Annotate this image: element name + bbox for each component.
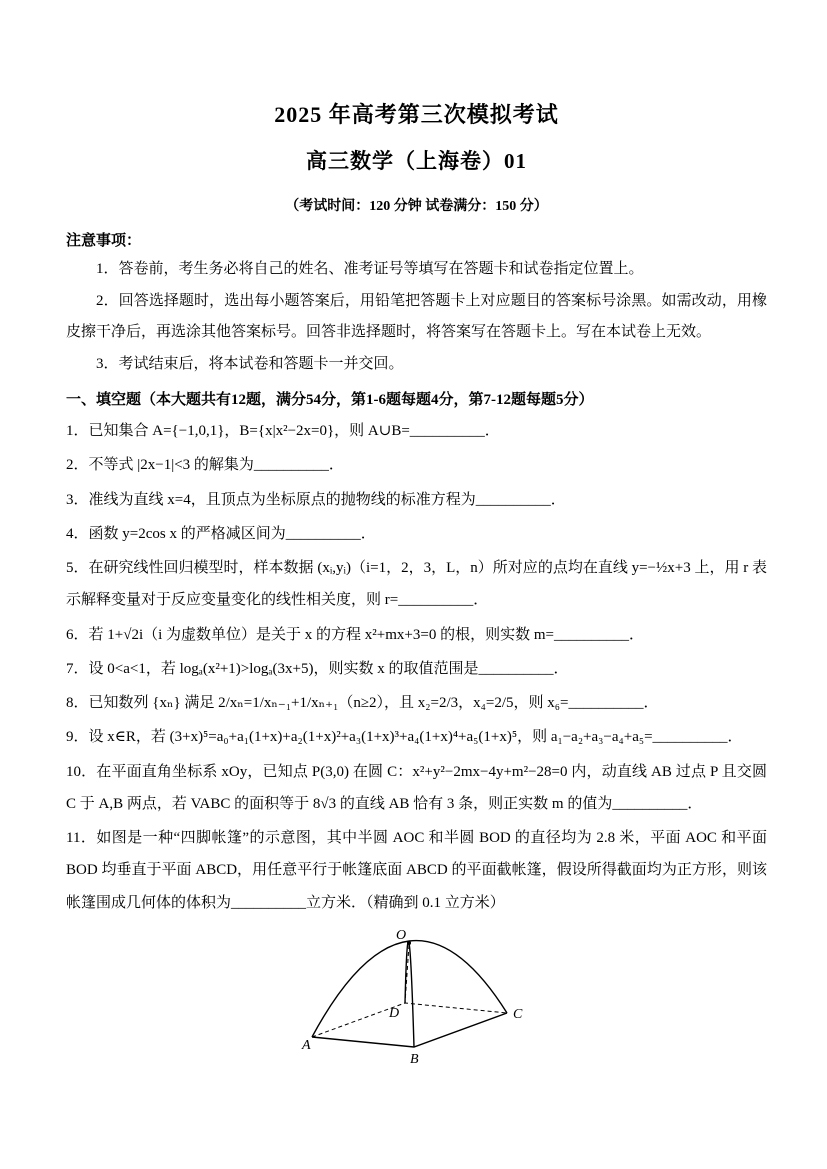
tent-arc-aoc [312,940,507,1036]
question-6: 6．若 1+√2i（i 为虚数单位）是关于 x 的方程 x²+mx+3=0 的根，则实数 m=__________． [66,626,644,643]
figure-label-o: O [395,927,406,943]
figure-label-b: B [409,1051,419,1067]
exam-info: （考试时间：120 分钟 试卷满分：150 分） [285,199,548,214]
question-3: 3．准线为直线 x=4，且顶点为坐标原点的抛物线的标准方程为__________． [66,491,566,508]
tent-apex-dot [407,941,411,945]
question-5: 5．在研究线性回归模型时，样本数据 (xᵢ,yᵢ)（i=1，2，3，L，n）所对应的点均在直线 y=−½x+3 上，用 r 表示解释变量对于反应变量变化的线性相关度，则 r=__________． [66,560,767,609]
page-subtitle: 高三数学（上海卷）01 [306,149,527,173]
tent-base-hidden-edges [312,1003,507,1037]
section-header: 一、填空题（本大题共有12题，满分54分，第1-6题每题4分，第7-12题每题5分） [66,392,594,408]
question-2: 2．不等式 |2x−1|<3 的解集为__________． [66,457,344,474]
tent-figure [66,925,767,1075]
question-8: 8．已知数列 {xₙ} 满足 2/xₙ=1/xₙ₋₁+1/xₙ₊₁（n≥2），且 x₂=2/3，x₄=2/5，则 x₆=__________． [66,695,659,711]
question-4: 4．函数 y=2cos x 的严格减区间为__________． [66,525,376,542]
notes-header: 注意事项： [66,233,142,249]
tent-figure-svg [302,925,532,1070]
question-9: 9．设 x∈R，若 (3+x)⁵=a₀+a₁(1+x)+a₂(1+x)²+a₃(1+x)³+a₄(1+x)⁴+a₅(1+x)⁵，则 a₁−a₂+a₃−a₄+a₅=__________． [66,729,743,746]
note-3: 3．考试结束后，将本试卷和答题卡一并交回。 [96,355,404,372]
figure-label-c: C [512,1006,522,1022]
question-10: 10．在平面直角坐标系 xOy，已知点 P(3,0) 在圆 C：x²+y²−2mx−4y+m²−28=0 内，动直线 AB 过点 P 且交圆 C 于 A,B 两点，若 VABC 的面积等于 8√3 的直线 AB 恰有 3 条，则正实数 m 的值为__________． [66,763,767,812]
tent-base-front-edges [312,1013,507,1047]
page-title: 2025 年高考第三次模拟考试 [274,102,559,127]
note-1: 1．答卷前，考生务必将自己的姓名、准考证号等填写在答题卡和试卷指定位置上。 [96,261,644,277]
tent-arc-bod [405,941,414,1046]
question-1: 1．已知集合 A={−1,0,1}，B={x|x²−2x=0}，则 A∪B=__________． [66,423,500,439]
question-11: 11．如图是一种“四脚帐篷”的示意图，其中半圆 AOC 和半圆 BOD 的直径均为 2.8 米，平面 AOC 和平面 BOD 均垂直于平面 ABCD，用任意平行于帐篷底面 ABCD 的平面截帐篷，假设所得截面均为正方形，则该帐篷围成几何体的体积为__________立方米．（精确到 0.1 立方米） [66,830,767,911]
figure-label-d: D [388,1005,399,1021]
figure-label-a: A [301,1037,311,1053]
question-7: 7．设 0<a<1，若 logₐ(x²+1)>logₐ(3x+5)，则实数 x 的取值范围是__________． [66,660,569,677]
note-2: 2．回答选择题时，选出每小题答案后，用铅笔把答题卡上对应题目的答案标号涂黑。如需改动，用橡皮擦干净后，再选涂其他答案标号。回答非选择题时，将答案写在答题卡上。写在本试卷上无效。 [66,292,767,340]
